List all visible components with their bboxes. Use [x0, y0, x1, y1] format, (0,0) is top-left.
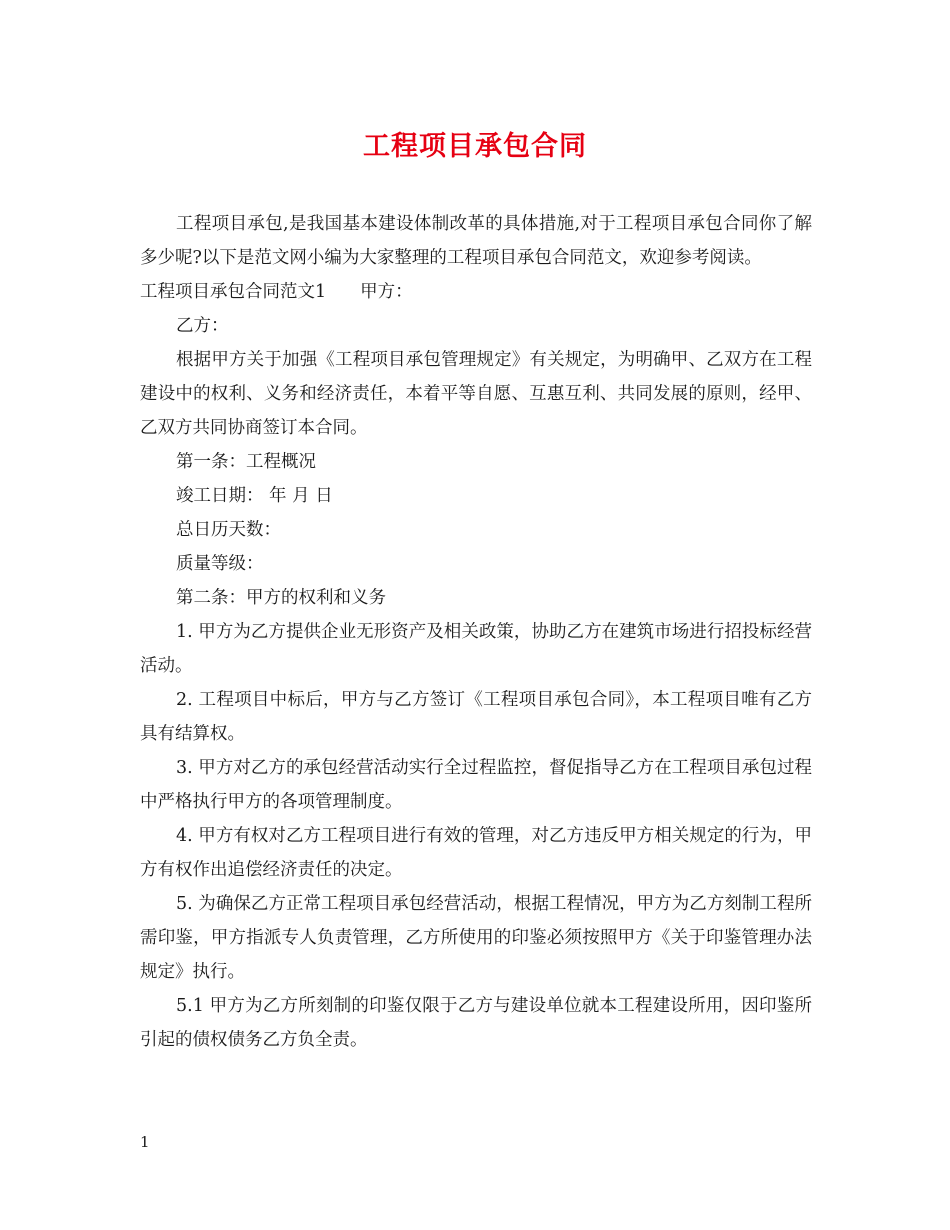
clause-2: 2. 工程项目中标后，甲方与乙方签订《工程项目承包合同》，本工程项目唯有乙方具有结算权。 [140, 690, 812, 744]
clause-3: 3. 甲方对乙方的承包经营活动实行全过程监控，督促指导乙方在工程项目承包过程中严格执行甲方的各项管理制度。 [140, 758, 812, 812]
preamble-paragraph: 根据甲方关于加强《工程项目承包管理规定》有关规定，为明确甲、乙双方在工程建设中的权利、义务和经济责任，本着平等自愿、互惠互利、共同发展的原则，经甲、乙双方共同协商签订本合同。 [140, 350, 812, 438]
clause-5-1: 5.1 甲方为乙方所刻制的印鉴仅限于乙方与建设单位就本工程建设所用，因印鉴所引起的债权债务乙方负全责。 [140, 996, 812, 1050]
clause-1: 1. 甲方为乙方提供企业无形资产及相关政策，协助乙方在建筑市场进行招投标经营活动。 [140, 622, 812, 676]
party-a-label: 甲方： [360, 282, 413, 302]
article-one-heading: 第一条：工程概况 [176, 452, 316, 472]
intro-paragraph: 工程项目承包,是我国基本建设体制改革的具体措施,对于工程项目承包合同你了解多少呢?以下是范文网小编为大家整理的工程项目承包合同范文，欢迎参考阅读。 [140, 214, 812, 268]
completion-date-line: 竣工日期： 年 月 日 [176, 486, 333, 506]
party-b-label: 乙方： [176, 316, 229, 336]
contract-sample-heading: 工程项目承包合同范文1 [140, 282, 327, 302]
page-number: 1 [140, 1133, 150, 1151]
clause-4: 4. 甲方有权对乙方工程项目进行有效的管理，对乙方违反甲方相关规定的行为，甲方有权作出追偿经济责任的决定。 [140, 826, 812, 880]
document-title: 工程项目承包合同 [363, 131, 587, 162]
clause-5: 5. 为确保乙方正常工程项目承包经营活动，根据工程情况，甲方为乙方刻制工程所需印鉴，甲方指派专人负责管理，乙方所使用的印鉴必须按照甲方《关于印鉴管理办法规定》执行。 [140, 894, 812, 982]
contract-heading-line [140, 275, 812, 309]
document-body [140, 207, 812, 1057]
article-two-heading: 第二条：甲方的权利和义务 [176, 588, 386, 608]
total-days-line: 总日历天数： [176, 520, 281, 540]
quality-level-line: 质量等级： [176, 554, 264, 574]
